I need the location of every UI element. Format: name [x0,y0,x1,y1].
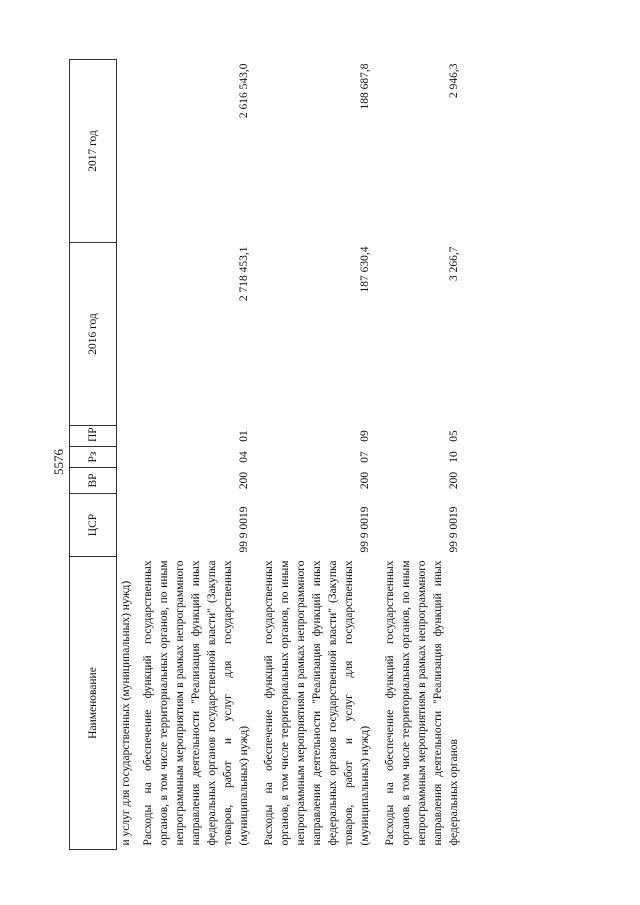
row-rz: 04 [238,451,250,463]
page-number: 5576 [51,449,66,475]
row-rz: 07 [359,451,371,463]
table-row [117,60,135,850]
row-2017: 188 687,8 [359,63,371,110]
row-pr: 01 [238,430,250,442]
row-name: Расходы на обеспечение функций государственных органов, в том числе территориальных органов, по иным непрограммным мероприятиям в рамках непрограммного направления деятельности "Реализация функций иных федеральных органов государственной власти" (Закупка товаров, работ и услуг для государственных (муниципальных) нужд) [263,560,371,846]
header-2017: 2017 год [70,60,117,243]
row-2017: 2 616 543,0 [238,63,250,119]
header-rz: Рз [70,447,117,468]
row-2016: 3 266,7 [448,246,460,281]
row-2016: 187 630,4 [359,246,371,293]
row-pr: 05 [448,430,460,442]
row-vr: 200 [448,471,460,490]
row-csr: 99 9 0019 [359,506,371,553]
row-csr: 99 9 0019 [238,506,250,553]
table-row [255,60,376,850]
rotated-page-content [69,60,604,850]
row-2017: 2 946,3 [448,63,460,98]
row-csr: 99 9 0019 [448,506,460,553]
row-pr: 09 [359,430,371,442]
header-pr: ПР [70,426,117,447]
header-name: Наименование [70,557,117,850]
table-header-row [70,60,117,850]
table-row [376,60,465,850]
row-name-continuation: и услуг для государственных (муниципальных) нужд) [120,580,132,846]
row-2016: 2 718 453,1 [238,246,250,302]
row-name: Расходы на обеспечение функций государственных органов, в том числе территориальных органов, по иным непрограммным мероприятиям в рамках непрограммного направления деятельности "Реализация функций иных федеральных органов [384,560,460,846]
row-vr: 200 [238,471,250,490]
header-csr: ЦСР [70,494,117,557]
row-vr: 200 [359,471,371,490]
row-name: Расходы на обеспечение функций государственных органов, в том числе территориальных органов, по иным непрограммным мероприятиям в рамках непрограммного направления деятельности "Реализация функций иных федеральных органов государственной власти" (Закупка товаров, работ и услуг для государственных (муниципальных) нужд) [142,560,250,846]
row-rz: 10 [448,451,460,463]
budget-table [69,59,465,850]
header-vr: ВР [70,468,117,494]
table-row [134,60,255,850]
header-2016: 2016 год [70,243,117,426]
